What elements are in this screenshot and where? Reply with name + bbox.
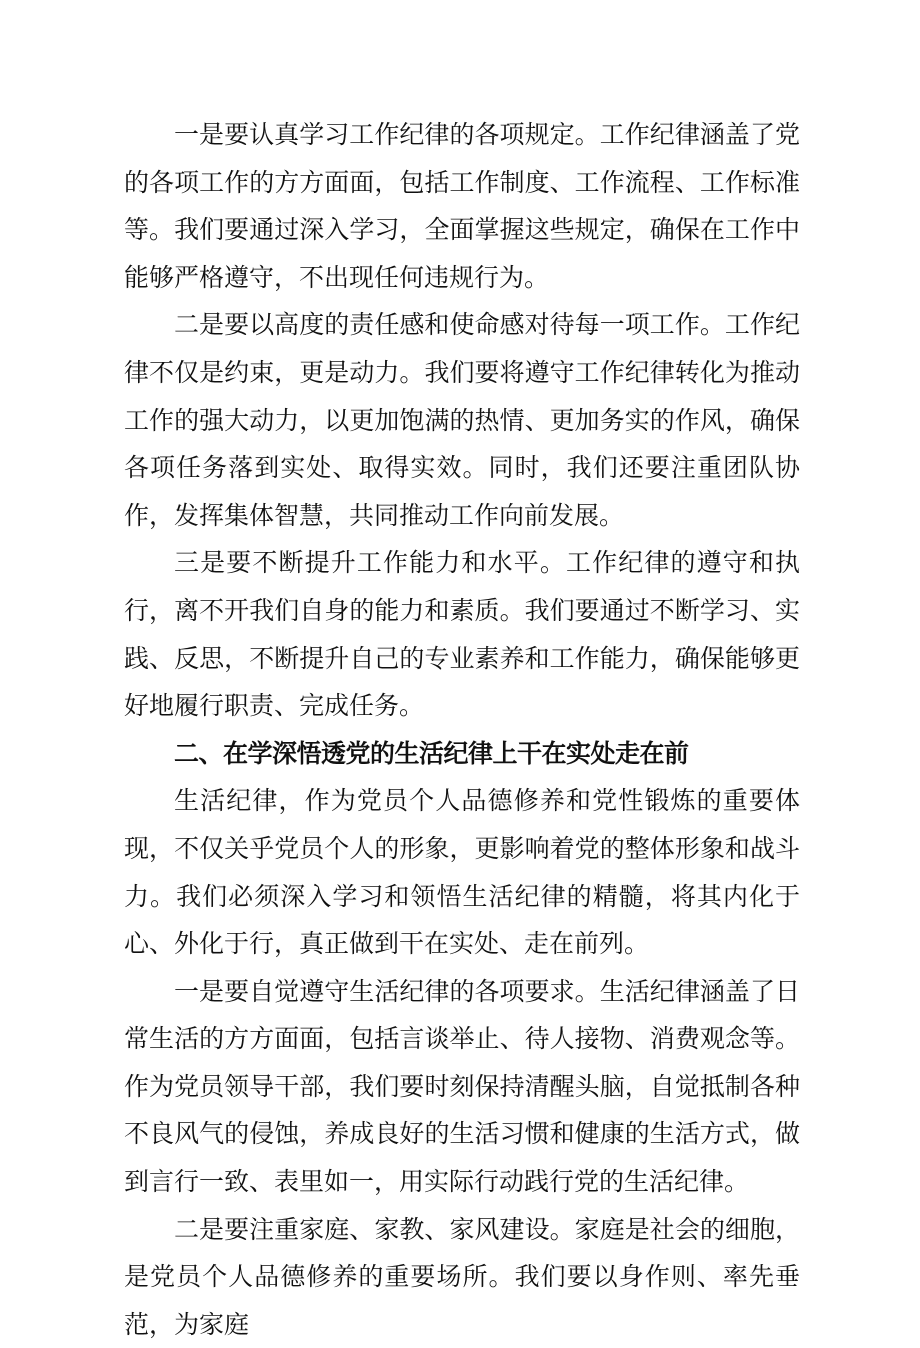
section-heading-life-discipline: 二、在学深悟透党的生活纪律上干在实处走在前 bbox=[174, 738, 689, 768]
paragraph-work-discipline-2: 二是要以高度的责任感和使命感对待每一项工作。工作纪律不仅是约束，更是动力。我们要将遵守工作纪律转化为推动工作的强大动力，以更加饱满的热情、更加务实的作风，确保各项任务落到实处、取得实效。同时，我们还要注重团队协作，发挥集体智慧，共同推动工作向前发展。 bbox=[124, 310, 800, 530]
paragraph-life-discipline-intro: 生活纪律，作为党员个人品德修养和党性锻炼的重要体现，不仅关乎党员个人的形象，更影响着党的整体形象和战斗力。我们必须深入学习和领悟生活纪律的精髓，将其内化于心、外化于行，真正做到干在实处、走在前列。 bbox=[124, 786, 800, 959]
paragraph-life-discipline-1: 一是要自觉遵守生活纪律的各项要求。生活纪律涵盖了日常生活的方方面面，包括言谈举止、待人接物、消费观念等。作为党员领导干部，我们要时刻保持清醒头脑，自觉抵制各种不良风气的侵蚀，养成良好的生活习惯和健康的生活方式，做到言行一致、表里如一，用实际行动践行党的生活纪律。 bbox=[124, 976, 800, 1197]
document-page bbox=[124, 111, 800, 1348]
paragraph-work-discipline-3: 三是要不断提升工作能力和水平。工作纪律的遵守和执行，离不开我们自身的能力和素质。我们要通过不断学习、实践、反思，不断提升自己的专业素养和工作能力，确保能够更好地履行职责、完成任务。 bbox=[124, 548, 800, 721]
paragraph-work-discipline-1: 一是要认真学习工作纪律的各项规定。工作纪律涵盖了党的各项工作的方方面面，包括工作制度、工作流程、工作标准等。我们要通过深入学习，全面掌握这些规定，确保在工作中能够严格遵守，不出现任何违规行为。 bbox=[124, 120, 800, 292]
paragraph-life-discipline-2: 二是要注重家庭、家教、家风建设。家庭是社会的细胞，是党员个人品德修养的重要场所。我们要以身作则、率先垂范，为家庭 bbox=[124, 1214, 800, 1339]
